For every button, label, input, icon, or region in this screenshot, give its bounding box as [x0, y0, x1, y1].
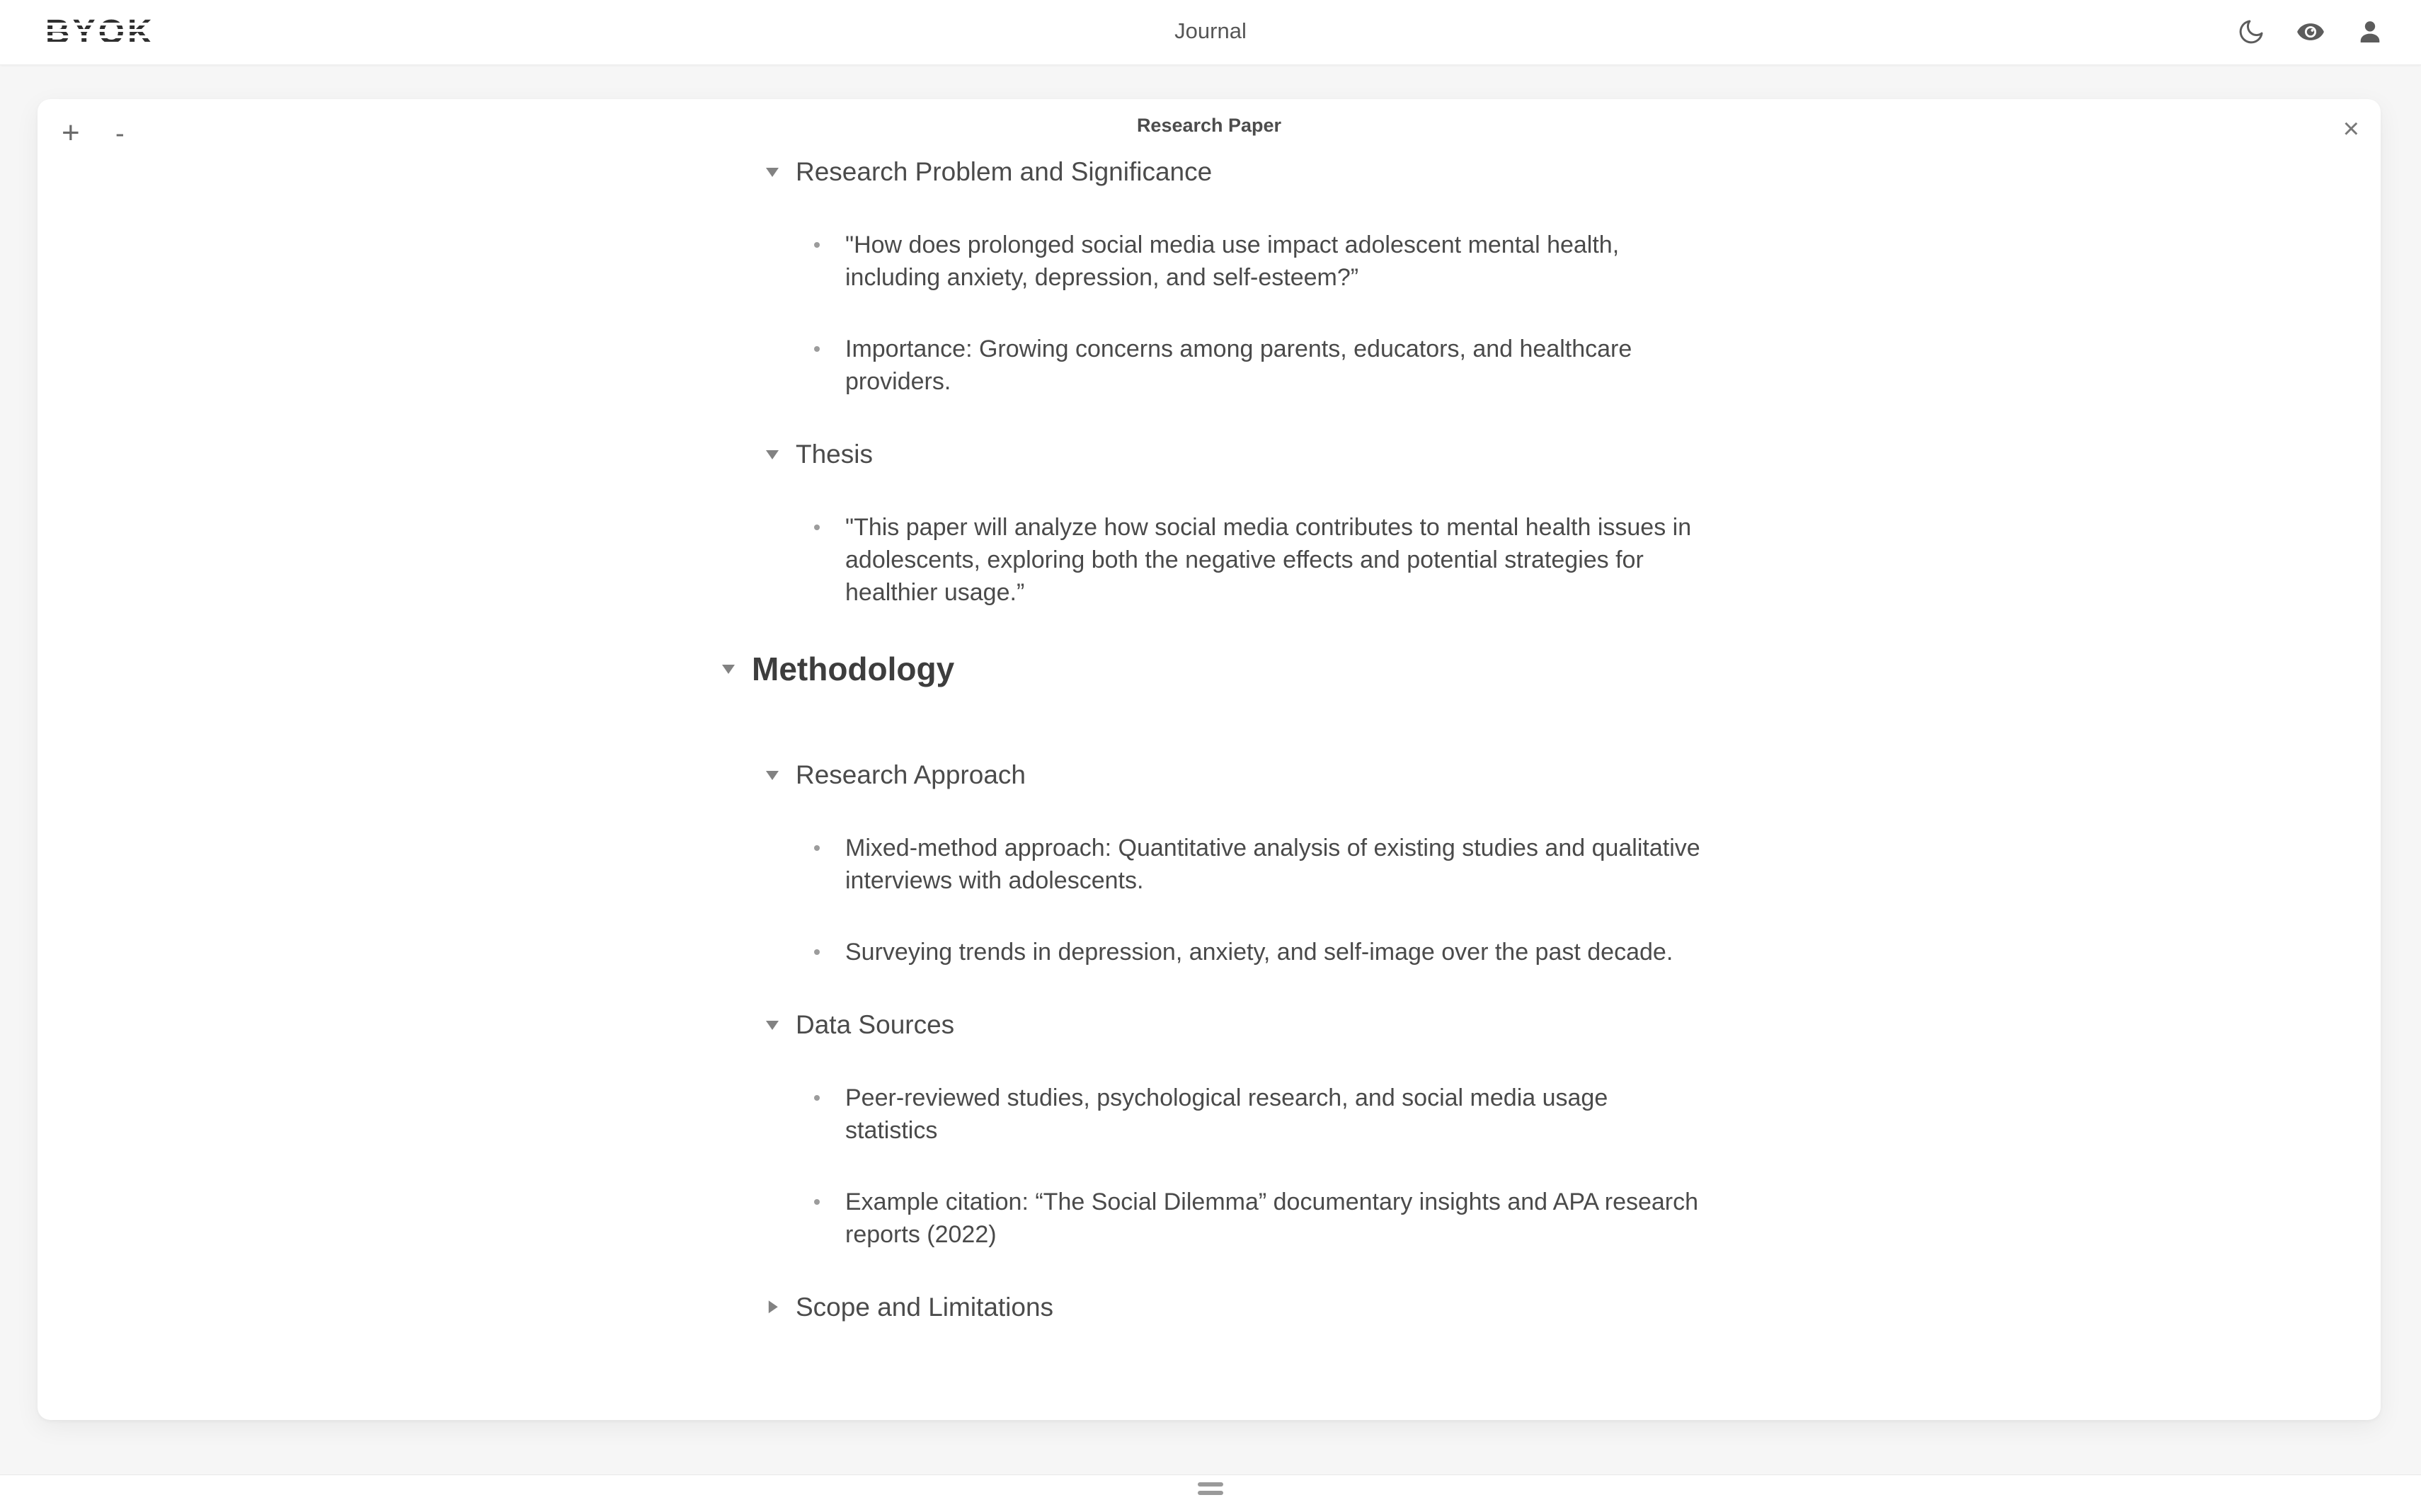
bottom-drawer [0, 1474, 2421, 1512]
bullet-text[interactable]: Peer-reviewed studies, psychological research, and social media usage statistics [845, 1084, 1608, 1144]
bullet-text[interactable]: Importance: Growing concerns among parents, educators, and healthcare providers. [845, 336, 1632, 395]
outline-bullets [714, 832, 1705, 968]
outline-heading-label[interactable]: Research Approach [796, 760, 1026, 789]
outline-item [714, 648, 1705, 690]
outline-item [714, 154, 1705, 398]
top-bar [0, 0, 2421, 65]
outline-item [714, 1290, 1705, 1325]
bullet-dot-icon [814, 242, 820, 248]
user-icon [2355, 17, 2385, 49]
bullet-text[interactable]: Surveying trends in depression, anxiety, and self-image over the past decade. [845, 939, 1673, 966]
outline-bullets [714, 1082, 1705, 1251]
eye-icon [2296, 17, 2325, 49]
document-title: Research Paper [1136, 115, 1282, 136]
outline-item [714, 757, 1705, 968]
bullet-dot-icon [814, 949, 820, 955]
outline-bullets [714, 511, 1705, 609]
outline-bullet [714, 511, 1705, 609]
moon-icon [2236, 17, 2266, 49]
bullet-text[interactable]: "How does prolonged social media use impact adolescent mental health, including anxiety, depression, and self-esteem?” [845, 231, 1620, 291]
bullet-dot-icon [814, 525, 820, 530]
byok-logo[interactable]: BYOK [45, 13, 155, 51]
panel-header [38, 99, 2381, 184]
outline-bullets [714, 229, 1705, 398]
bullet-text[interactable]: "This paper will analyze how social media contributes to mental health issues in adolescents, exploring both the negative effects and potential strategies for healthier usage.” [845, 514, 1692, 606]
bullet-dot-icon [814, 346, 820, 352]
document-panel [38, 99, 2381, 1420]
outline-bullet [714, 1186, 1705, 1251]
bullet-dot-icon [814, 1199, 820, 1205]
bullet-text[interactable]: Example citation: “The Social Dilemma” documentary insights and APA research reports (2022) [845, 1189, 1699, 1248]
bullet-dot-icon [814, 1095, 820, 1101]
outline-heading-row[interactable] [714, 757, 1705, 793]
bullet-dot-icon [814, 845, 820, 851]
collapse-toggle-icon[interactable] [766, 1021, 779, 1030]
dark-mode-button[interactable] [2236, 17, 2267, 48]
collapse-toggle-icon[interactable] [769, 1300, 778, 1313]
bullet-text[interactable]: Mixed-method approach: Quantitative analysis of existing studies and qualitative interviews with adolescents. [845, 835, 1700, 894]
outline-heading-row[interactable] [714, 437, 1705, 472]
zoom-in-button[interactable]: + [55, 113, 87, 153]
topbar-actions [2236, 0, 2386, 65]
close-button[interactable]: × [2336, 110, 2366, 147]
collapse-toggle-icon[interactable] [766, 771, 779, 780]
outline-item [714, 437, 1705, 609]
drawer-handle-icon[interactable] [1198, 1482, 1223, 1495]
collapse-toggle-icon[interactable] [722, 665, 735, 674]
account-button[interactable] [2354, 17, 2386, 48]
collapse-toggle-icon[interactable] [766, 450, 779, 459]
outline-heading-label[interactable]: Research Problem and Significance [796, 157, 1213, 186]
outline-heading-row[interactable] [714, 1290, 1705, 1325]
outline-bullet [714, 936, 1705, 968]
preview-button[interactable] [2295, 17, 2326, 48]
outline-heading-label[interactable]: Methodology [752, 651, 955, 687]
zoom-out-button[interactable]: - [108, 116, 132, 151]
outline-heading-label[interactable]: Thesis [796, 440, 873, 469]
outline-heading-label[interactable]: Scope and Limitations [796, 1293, 1054, 1322]
outline-heading-row[interactable] [714, 1007, 1705, 1043]
outline [714, 99, 1705, 1325]
outline-bullet [714, 333, 1705, 398]
outline-bullet [714, 1082, 1705, 1147]
outline-bullet [714, 229, 1705, 294]
outline-heading-label[interactable]: Data Sources [796, 1010, 955, 1039]
outline-item [714, 1007, 1705, 1251]
page-title: Journal [1174, 18, 1247, 43]
outline-bullet [714, 832, 1705, 897]
outline-heading-row[interactable] [714, 648, 1705, 690]
